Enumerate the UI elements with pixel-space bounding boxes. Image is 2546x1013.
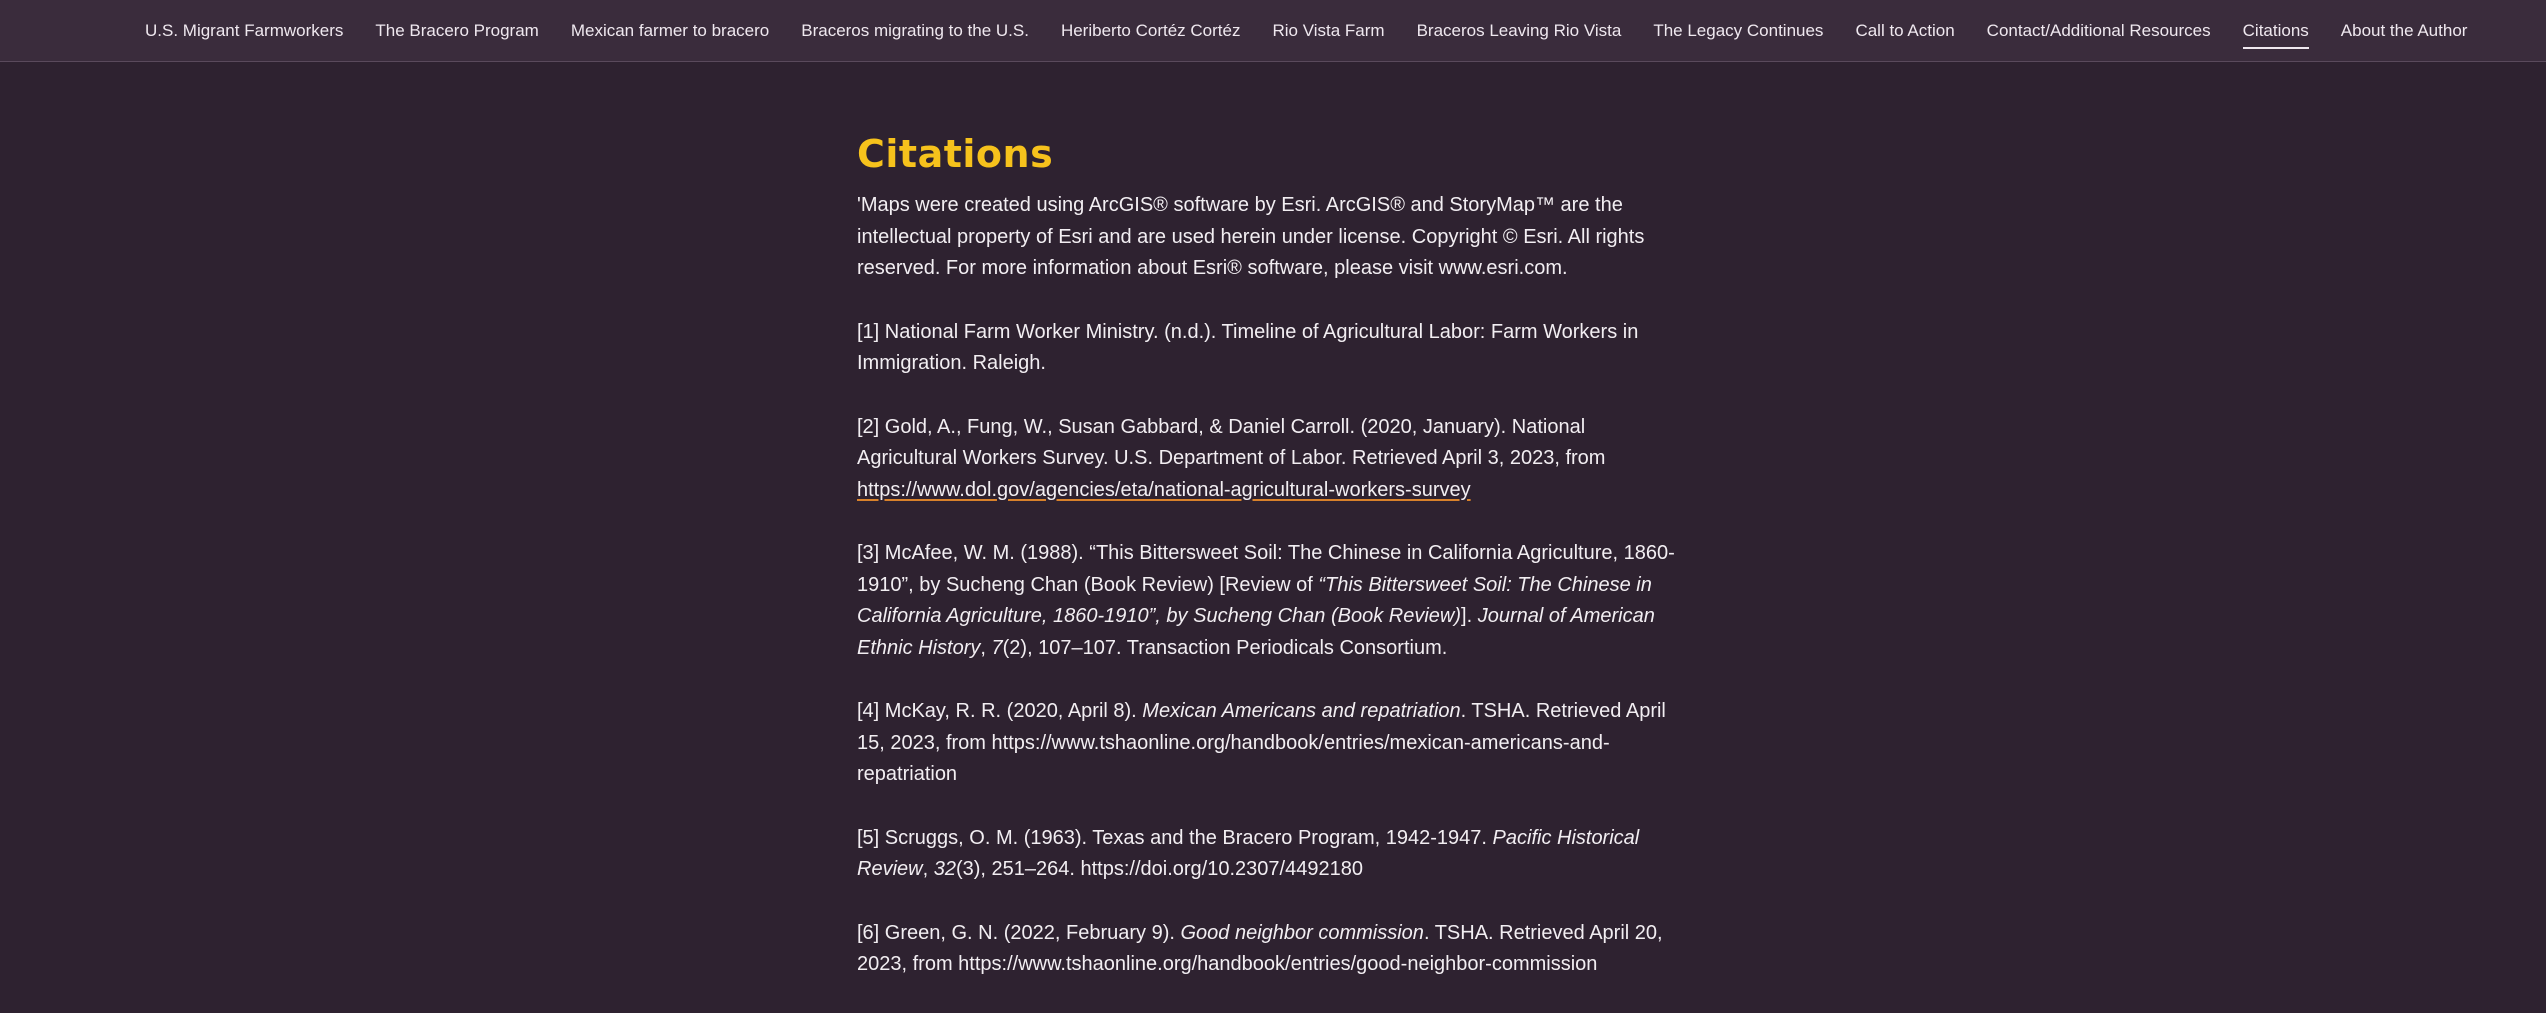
- nav-item-heriberto-cortez[interactable]: Heriberto Cortéz Cortéz: [1060, 21, 1241, 40]
- citations-section: [857, 132, 1687, 1013]
- top-navigation-bar: [0, 0, 2546, 62]
- citation-3-part-a: [3] McAfee, W. M. (1988). “This Bittersweet Soil: The Chinese in California Agriculture, 1860-1910”, by Sucheng Chan (Book Review) [Review of: [857, 542, 1675, 596]
- citation-3: [857, 538, 1687, 664]
- citation-3-part-g: (2), 107–107. Transaction Periodicals Consortium.: [1002, 636, 1448, 659]
- citation-4-part-a: [4] McKay, R. R. (2020, April 8).: [857, 700, 1143, 722]
- nav-item-citations[interactable]: Citations: [2243, 13, 2309, 49]
- nav-item-braceros-migrating[interactable]: Braceros migrating to the U.S.: [801, 21, 1029, 40]
- page-title: Citations: [857, 132, 1054, 176]
- citation-3-volume: 7: [991, 636, 1003, 659]
- citation-intro: 'Maps were created using ArcGIS® software by Esri. ArcGIS® and StoryMap™ are the intellectual property of Esri and are used herein under license. Copyright © Esri. All rights reserved. For more information about Esri® software, please visit www.esri.com.: [857, 194, 1645, 279]
- nav-item-braceros-leaving-rio-vista[interactable]: Braceros Leaving Rio Vista: [1416, 21, 1622, 40]
- citation-2: [857, 412, 1687, 507]
- citation-5-volume: 32: [933, 858, 956, 880]
- nav-item-mexican-farmer-to-bracero[interactable]: Mexican farmer to bracero: [570, 21, 770, 40]
- nav-item-rio-vista-farm[interactable]: Rio Vista Farm: [1272, 21, 1385, 40]
- nav-item-contact-resources[interactable]: Contact/Additional Resources: [1986, 21, 2211, 40]
- citation-1: [1] National Farm Worker Ministry. (n.d.). Timeline of Agricultural Labor: Farm Workers in Immigration. Raleigh.: [857, 320, 1639, 374]
- citation-6: [857, 918, 1687, 981]
- nav-item-about-author[interactable]: About the Author: [2340, 21, 2468, 40]
- citation-6-part-c: . TSHA. Retrieved April 20, 2023, from https://www.tshaonline.org/handbook/entries/good-neighbor-commission: [857, 921, 1663, 975]
- citation-4: [857, 696, 1687, 791]
- nav-list: [145, 0, 2499, 62]
- citation-5: [857, 823, 1687, 886]
- citation-5-part-a: [5] Scruggs, O. M. (1963). Texas and the Bracero Program, 1942-1947.: [857, 826, 1493, 849]
- nav-item-us-migrant-farmworkers[interactable]: U.S. Migrant Farmworkers: [145, 21, 344, 40]
- citation-5-part-e: (3), 251–264. https://doi.org/10.2307/4492180: [955, 858, 1363, 880]
- citation-5-journal: Pacific Historical Review: [857, 826, 1640, 880]
- citation-6-part-a: [6] Green, G. N. (2022, February 9).: [857, 921, 1181, 944]
- citation-4-part-c: . TSHA. Retrieved April 15, 2023, from https://www.tshaonline.org/handbook/entries/mexican-americans-and-repatriation: [857, 700, 1666, 785]
- citation-4-title: Mexican Americans and repatriation: [1142, 700, 1461, 722]
- citation-2-link[interactable]: https://www.dol.gov/agencies/eta/national-agricultural-workers-survey: [857, 478, 1471, 501]
- nav-item-bracero-program[interactable]: The Bracero Program: [375, 21, 539, 40]
- citation-3-journal: Journal of American Ethnic History: [857, 605, 1655, 659]
- citation-2-text: [2] Gold, A., Fung, W., Susan Gabbard, & Daniel Carroll. (2020, January). National Agricultural Workers Survey. U.S. Department of Labor. Retrieved April 3, 2023, from: [857, 415, 1606, 469]
- citation-6-title: Good neighbor commission: [1180, 921, 1424, 944]
- citation-3-part-c: ].: [1461, 605, 1478, 627]
- nav-item-call-to-action[interactable]: Call to Action: [1855, 21, 1955, 40]
- citation-5-part-c: ,: [922, 858, 934, 880]
- citation-3-part-e: ,: [980, 636, 992, 659]
- nav-item-legacy-continues[interactable]: The Legacy Continues: [1653, 21, 1824, 40]
- citation-3-review-title: “This Bittersweet Soil: The Chinese in California Agriculture, 1860-1910”, by Sucheng Chan (Book Review): [857, 573, 1652, 627]
